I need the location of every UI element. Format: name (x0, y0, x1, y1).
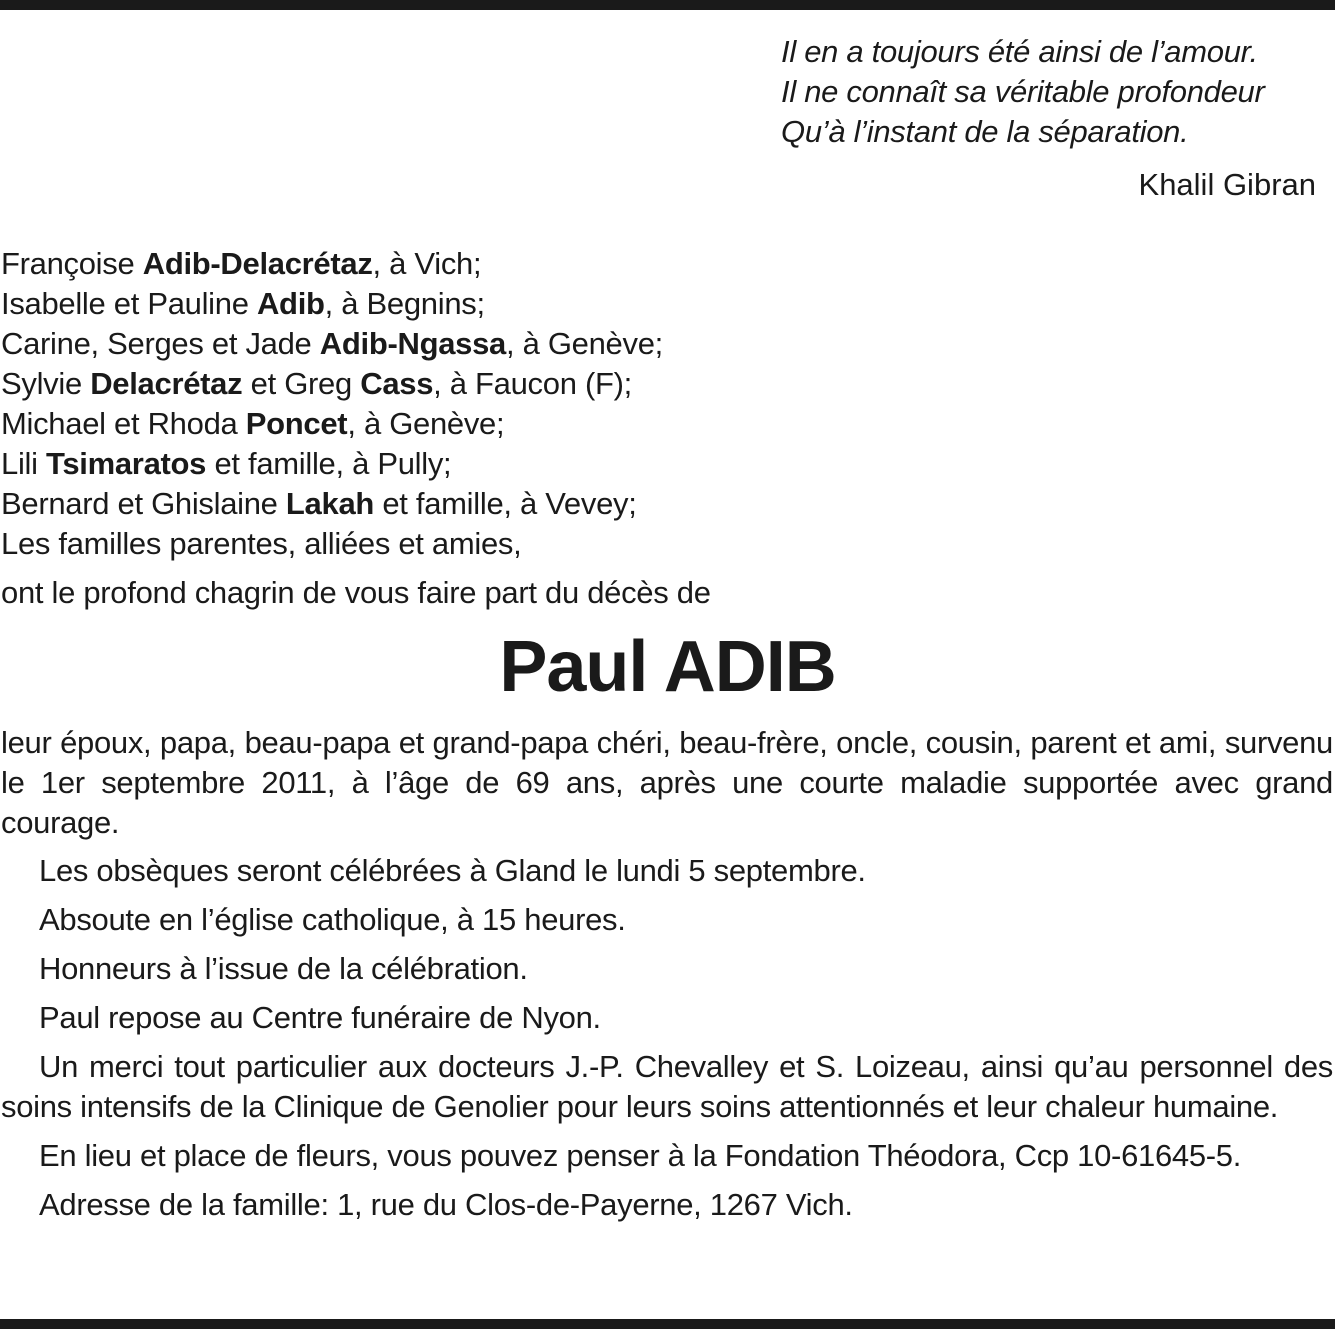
family-line: Françoise Adib-Delacrétaz, à Vich; (1, 246, 482, 281)
family-line: Isabelle et Pauline Adib, à Begnins; (1, 286, 485, 321)
family-line: Bernard et Ghislaine Lakah et famille, à Vevey; (1, 486, 637, 521)
family-line: Carine, Serges et Jade Adib-Ngassa, à Genève; (1, 326, 663, 361)
bottom-rule (0, 1319, 1335, 1329)
epigraph-line: Il ne connaît sa véritable profondeur (781, 74, 1265, 109)
top-rule (0, 0, 1335, 10)
epigraph-author: Khalil Gibran (1138, 167, 1316, 202)
family-line: Michael et Rhoda Poncet, à Genève; (1, 406, 505, 441)
body-paragraph: Absoute en l’église catholique, à 15 heures. (39, 902, 626, 937)
family-line: Lili Tsimaratos et famille, à Pully; (1, 446, 452, 481)
obituary-body (1, 723, 1333, 1234)
announcement-intro: ont le profond chagrin de vous faire part du décès de (1, 575, 711, 610)
family-list (1, 244, 663, 564)
epigraph-quote (781, 32, 1326, 152)
deceased-name: Paul ADIB (499, 627, 836, 707)
body-paragraph: Paul repose au Centre funéraire de Nyon. (39, 1000, 601, 1035)
body-paragraph: Honneurs à l’issue de la célébration. (39, 951, 528, 986)
body-paragraph: Un merci tout particulier aux docteurs J.-P. Chevalley et S. Loizeau, ainsi qu’au personnel des soins intensifs de la Clinique de Genolier pour leurs soins attentionnés et leur chaleur humaine. (1, 1049, 1333, 1124)
body-paragraph: Les obsèques seront célébrées à Gland le lundi 5 septembre. (39, 853, 866, 888)
epigraph-line: Il en a toujours été ainsi de l’amour. (781, 34, 1258, 69)
body-paragraph: Adresse de la famille: 1, rue du Clos-de-Payerne, 1267 Vich. (39, 1187, 853, 1222)
family-line: Les familles parentes, alliées et amies, (1, 526, 522, 561)
body-paragraph: En lieu et place de fleurs, vous pouvez penser à la Fondation Théodora, Ccp 10-61645-5. (39, 1138, 1242, 1173)
body-paragraph: leur époux, papa, beau-papa et grand-papa chéri, beau-frère, oncle, cousin, parent et ami, survenu le 1er septembre 2011, à l’âge de 69 ans, après une courte maladie supportée avec grand courage. (1, 725, 1333, 840)
epigraph-line: Qu’à l’instant de la séparation. (781, 114, 1189, 149)
family-line: Sylvie Delacrétaz et Greg Cass, à Faucon (F); (1, 366, 632, 401)
